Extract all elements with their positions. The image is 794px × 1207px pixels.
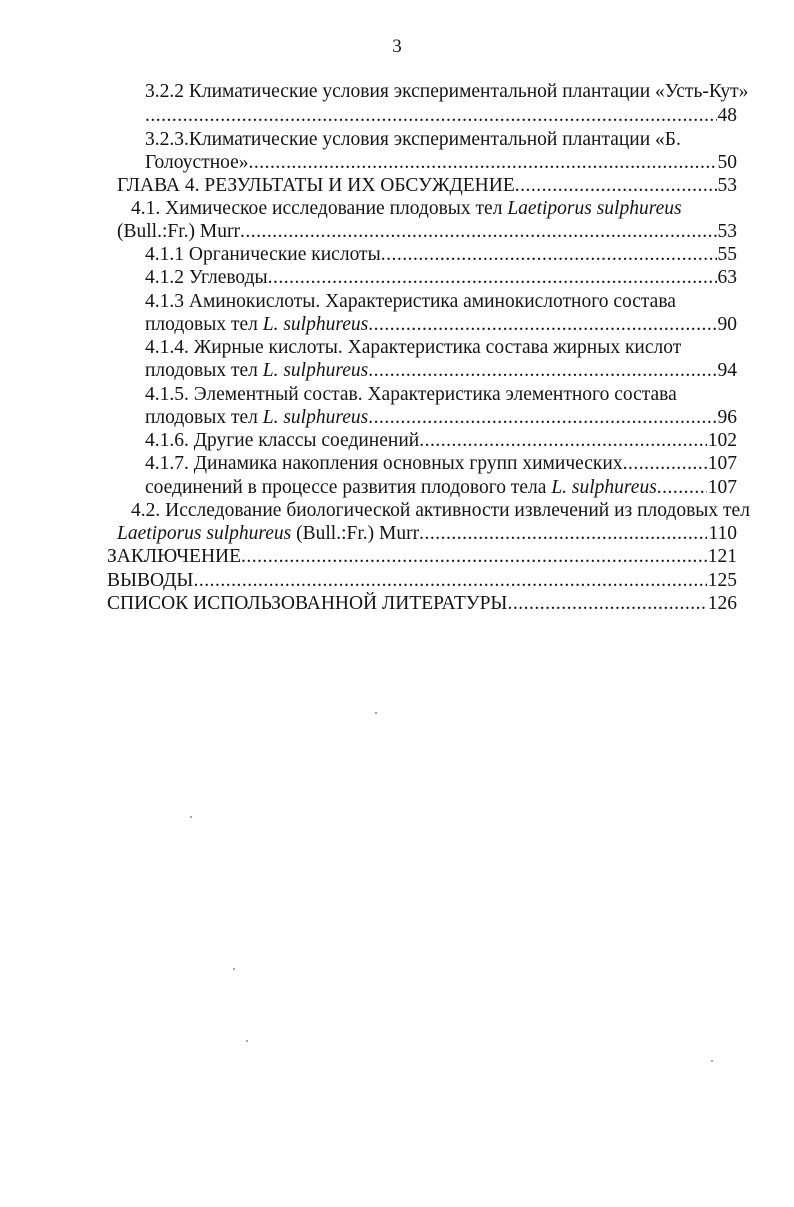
toc-entry-4-1-3-continued xyxy=(145,313,737,336)
toc-entry-3-2-3-continued xyxy=(145,151,737,174)
toc-entry-text: 4.1.7. Динамика накопления основных групп химических xyxy=(145,453,623,474)
scan-speck xyxy=(375,712,377,714)
toc-leader-dots xyxy=(145,104,717,127)
toc-entry-text: 4.1.4. Жирные кислоты. Характеристика состава жирных кислот xyxy=(145,337,682,358)
species-name: L. sulphureus xyxy=(262,314,369,335)
scan-speck xyxy=(711,1060,713,1062)
toc-entry-4-1-3 xyxy=(145,290,737,313)
toc-entry-3-2-2-page-line xyxy=(145,104,737,127)
toc-entry-4-1-4 xyxy=(145,336,737,359)
toc-entry-text: 4.1.3 Аминокислоты. Характеристика аминокислотного состава xyxy=(145,291,676,312)
species-name: Laetiporus sulphureus xyxy=(117,523,292,544)
toc-page-number: 48 xyxy=(717,105,737,126)
toc-entry-text: 4.1.5. Элементный состав. Характеристика элементного состава xyxy=(145,384,677,405)
toc-leader-dots xyxy=(368,406,716,429)
scan-speck xyxy=(190,816,192,818)
toc-entry-text: плодовых тел L. sulphureus xyxy=(145,407,369,428)
toc-entry-text: плодовых тел L. sulphureus xyxy=(145,314,369,335)
toc-page-number: 126 xyxy=(707,593,737,614)
scan-speck xyxy=(233,968,235,970)
toc-entry-text: ГЛАВА 4. РЕЗУЛЬТАТЫ И ИХ ОБСУЖДЕНИЕ xyxy=(117,175,515,196)
toc-entry-text: 3.2.2 Климатические условия экспериментальной плантации «Усть-Кут» xyxy=(145,81,749,102)
toc-page-number: 50 xyxy=(717,152,737,173)
toc-page-number: 125 xyxy=(707,570,737,591)
toc-leader-dots xyxy=(623,452,707,475)
toc-page-number: 90 xyxy=(717,314,737,335)
toc-entry-findings xyxy=(107,569,737,592)
toc-page-number: 55 xyxy=(717,244,737,265)
toc-leader-dots xyxy=(657,476,707,499)
toc-entry-text: 4.1.1 Органические кислоты xyxy=(145,244,381,265)
toc-entry-4-1 xyxy=(131,197,737,220)
toc-page-number: 96 xyxy=(717,407,737,428)
toc-page-number: 94 xyxy=(717,360,737,381)
toc-entry-3-2-2 xyxy=(145,80,749,103)
toc-leader-dots xyxy=(419,522,707,545)
toc-leader-dots xyxy=(193,569,706,592)
toc-entry-4-2-continued xyxy=(117,522,737,545)
species-name: Laetiporus sulphureus xyxy=(507,198,682,219)
toc-entry-text: Голоустное» xyxy=(145,152,249,173)
toc-entry-4-1-5 xyxy=(145,383,737,406)
toc-leader-dots xyxy=(241,545,707,568)
toc-entry-4-1-7-continued xyxy=(145,476,737,499)
toc-leader-dots xyxy=(507,592,706,615)
toc-page-number: 110 xyxy=(708,523,737,544)
toc-entry-4-1-5-continued xyxy=(145,406,737,429)
toc-page-number: 63 xyxy=(717,267,737,288)
toc-leader-dots xyxy=(249,151,717,174)
toc-entry-4-1-7 xyxy=(145,452,737,475)
toc-entry-references xyxy=(107,592,737,615)
toc-entry-4-2 xyxy=(131,499,750,522)
toc-entry-text: 3.2.3.Климатические условия экспериментальной плантации «Б. xyxy=(145,129,681,150)
toc-leader-dots xyxy=(268,266,717,289)
toc-entry-4-1-4-continued xyxy=(145,359,737,382)
toc-page-number: 121 xyxy=(707,546,737,567)
toc-page-number: 53 xyxy=(717,175,737,196)
toc-entry-4-1-2 xyxy=(145,266,737,289)
toc-entry-text: СПИСОК ИСПОЛЬЗОВАННОЙ ЛИТЕРАТУРЫ xyxy=(107,593,508,614)
toc-page-number: 107 xyxy=(707,477,737,498)
species-name: L. sulphureus xyxy=(262,360,369,381)
toc-entry-text: (Bull.:Fr.) Murr xyxy=(117,221,240,242)
toc-leader-dots xyxy=(240,220,717,243)
toc-entry-4-1-6 xyxy=(145,429,737,452)
toc-page-number: 53 xyxy=(717,221,737,242)
toc-leader-dots xyxy=(515,174,717,197)
toc-leader-dots xyxy=(381,243,717,266)
scan-speck xyxy=(246,1040,248,1042)
toc-leader-dots xyxy=(419,429,707,452)
toc-entry-4-1-1 xyxy=(145,243,737,266)
toc-leader-dots xyxy=(368,313,716,336)
toc-entry-text: плодовых тел L. sulphureus xyxy=(145,360,369,381)
toc-entry-text: соединений в процессе развития плодового тела L. sulphureus xyxy=(145,477,657,498)
toc-entry-chapter-4 xyxy=(117,174,737,197)
toc-entry-text: 4.1. Химическое исследование плодовых тел Laetiporus sulphureus xyxy=(131,198,682,219)
toc-entry-text: Laetiporus sulphureus (Bull.:Fr.) Murr xyxy=(117,523,420,544)
toc-leader-dots xyxy=(368,359,716,382)
species-name: L. sulphureus xyxy=(551,477,657,498)
toc-entry-text: 4.1.6. Другие классы соединений xyxy=(145,430,420,451)
toc-page-number: 102 xyxy=(707,430,737,451)
toc-entry-4-1-continued xyxy=(117,220,737,243)
species-name: L. sulphureus xyxy=(262,407,369,428)
toc-entry-text: 4.1.2 Углеводы xyxy=(145,267,268,288)
toc-entry-conclusion xyxy=(107,545,737,568)
toc-entry-text: 4.2. Исследование биологической активности извлечений из плодовых тел xyxy=(131,500,750,521)
toc-entry-3-2-3 xyxy=(145,128,737,151)
page-number: 3 xyxy=(392,36,402,57)
toc-entry-text: ЗАКЛЮЧЕНИЕ xyxy=(107,546,242,567)
toc-page-number: 107 xyxy=(707,453,737,474)
toc-entry-text: ВЫВОДЫ xyxy=(107,570,194,591)
